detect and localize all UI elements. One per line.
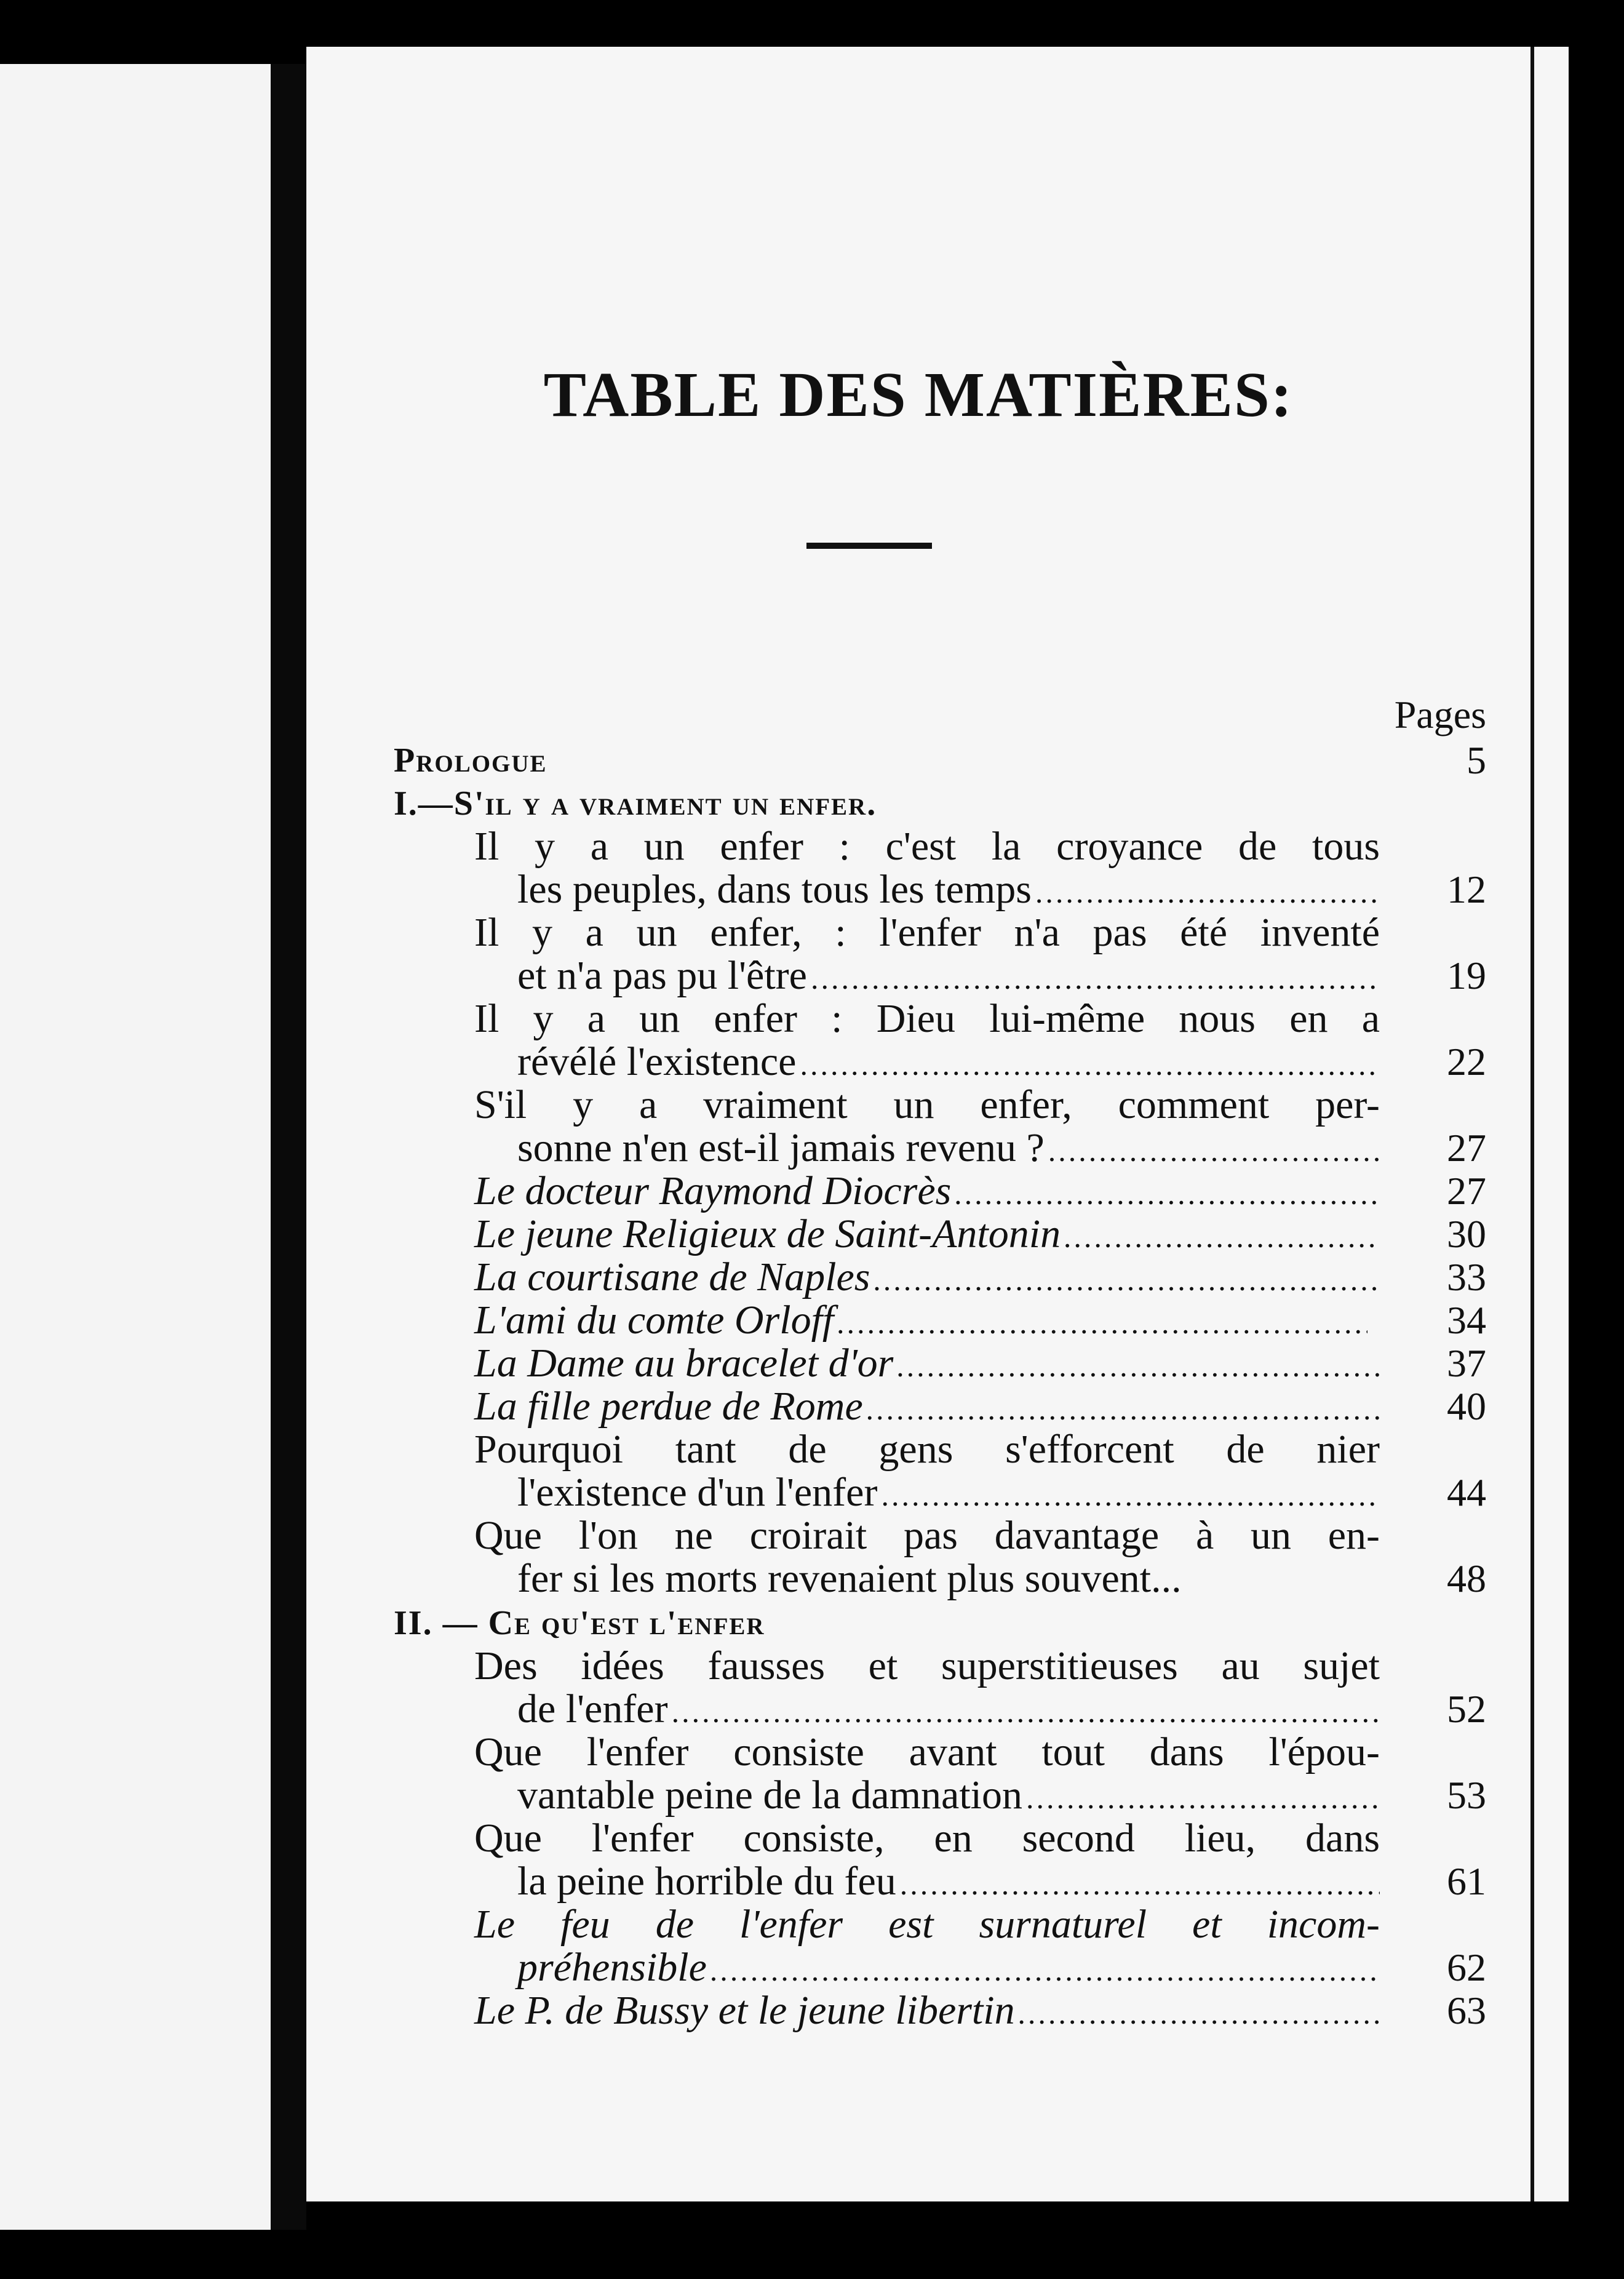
toc-page-number: 52 <box>1447 1687 1486 1731</box>
toc-entry <box>517 1946 1380 1992</box>
toc-entry-text: La courtisane de Naples <box>474 1255 870 1299</box>
toc-entry-text: Le jeune Religieux de Saint-Antonin <box>474 1211 1061 1256</box>
toc-page-number: 63 <box>1447 1989 1486 2032</box>
toc-entry-text: L'ami du comte Orloff <box>474 1298 834 1343</box>
toc-page-number: 22 <box>1447 1040 1486 1084</box>
toc-entry <box>517 868 1380 914</box>
toc-entry-text: préhensible <box>517 1945 707 1990</box>
leader-dots <box>1019 1991 1380 2035</box>
toc-line: Que l'on ne croirait pas davantage à un en- <box>474 1513 1380 1558</box>
toc-entry <box>517 1773 1380 1820</box>
toc-entry <box>474 1212 1380 1259</box>
toc-page-number: 48 <box>1447 1557 1486 1600</box>
toc-page-number: 27 <box>1447 1169 1486 1213</box>
leader-dots <box>881 1473 1380 1517</box>
prologue-page: 5 <box>1467 738 1486 782</box>
toc-page-number: 44 <box>1447 1471 1486 1514</box>
toc-page-number: 61 <box>1447 1859 1486 1903</box>
leader-dots <box>837 1301 1367 1345</box>
toc-page-number: 33 <box>1447 1255 1486 1299</box>
toc-entry <box>517 1687 1380 1734</box>
toc-entry-text: Le docteur Raymond Diocrès <box>474 1168 952 1213</box>
leader-dots <box>811 956 1380 1000</box>
toc-entry-text: vantable peine de la damnation <box>517 1773 1023 1818</box>
toc-entry-text: de l'enfer <box>517 1686 668 1731</box>
pages-column-label: Pages <box>1394 693 1486 736</box>
toc-line: Pourquoi tant de gens s'efforcent de nier <box>474 1427 1380 1472</box>
toc-page-number: 19 <box>1447 954 1486 997</box>
toc-line: Que l'enfer consiste, en second lieu, dans <box>474 1816 1380 1861</box>
leader-dots <box>955 1171 1380 1216</box>
toc-entry-text: et n'a pas pu l'être <box>517 953 807 998</box>
toc-line: Il y a un enfer : Dieu lui-même nous en a <box>474 996 1380 1041</box>
toc-entry <box>474 1298 1367 1345</box>
toc-entry <box>517 1859 1380 1906</box>
leader-dots <box>867 1387 1380 1431</box>
toc-entry-text: révélé l'existence <box>517 1039 797 1084</box>
toc-entry <box>474 1989 1380 2035</box>
toc-entry <box>517 1040 1380 1087</box>
toc-entry <box>474 1384 1380 1431</box>
toc-entry <box>474 1169 1380 1216</box>
leader-dots <box>897 1344 1380 1388</box>
leader-dots <box>1048 1128 1380 1173</box>
leader-dots <box>874 1258 1380 1302</box>
toc-line: Le feu de l'enfer est surnaturel et incom- <box>474 1902 1380 1947</box>
toc-line: Il y a un enfer : c'est la croyance de tous <box>474 824 1380 869</box>
toc-entry-text: La Dame au bracelet d'or <box>474 1341 894 1386</box>
toc-entry-text: la peine horrible du feu <box>517 1859 896 1904</box>
leader-dots <box>800 1042 1380 1087</box>
toc-line: Que l'enfer consiste avant tout dans l'épou- <box>474 1730 1380 1774</box>
leader-dots <box>1026 1776 1380 1820</box>
toc-page-number: 12 <box>1447 868 1486 911</box>
toc-line: S'il y a vraiment un enfer, comment per- <box>474 1082 1380 1127</box>
toc-page-number: 40 <box>1447 1384 1486 1428</box>
section-2-heading: II. — Ce qu'est l'enfer <box>394 1604 765 1642</box>
toc-page-number: 34 <box>1447 1298 1486 1342</box>
book-gutter <box>271 64 306 2230</box>
toc-page-number: 30 <box>1447 1212 1486 1256</box>
leader-dots <box>1035 870 1380 914</box>
toc-entry-text: l'existence d'un l'enfer <box>517 1470 878 1515</box>
toc-entry <box>517 1126 1380 1173</box>
page-edge-right <box>1530 47 1569 2201</box>
toc-entry-text: sonne n'en est-il jamais revenu ? <box>517 1125 1045 1170</box>
book-page <box>306 47 1530 2201</box>
toc-entry <box>474 1341 1380 1388</box>
toc-entry-text: les peuples, dans tous les temps <box>517 867 1032 912</box>
toc-entry <box>517 1471 1380 1517</box>
prologue-label: Prologue <box>394 741 547 780</box>
page-title: TABLE DES MATIÈRES: <box>543 359 1294 430</box>
toc-page-number: 62 <box>1447 1946 1486 1989</box>
toc-entry <box>474 1255 1380 1302</box>
leader-dots <box>672 1690 1380 1734</box>
toc-entry <box>517 954 1380 1000</box>
leader-dots <box>710 1948 1380 1992</box>
table-of-contents <box>306 47 1530 2201</box>
toc-entry-text: La fille perdue de Rome <box>474 1384 863 1429</box>
leader-dots <box>1064 1215 1380 1259</box>
toc-page-number: 27 <box>1447 1126 1486 1170</box>
toc-entry-prologue <box>394 738 1380 783</box>
section-1-heading: I.—S'il y a vraiment un enfer. <box>394 784 877 823</box>
toc-line: fer si les morts revenaient plus souvent... <box>517 1556 1182 1601</box>
toc-entry-text: Le P. de Bussy et le jeune libertin <box>474 1988 1015 2033</box>
toc-line: Des idées fausses et superstitieuses au sujet <box>474 1643 1380 1688</box>
facing-page-edge <box>0 64 271 2230</box>
toc-line: Il y a un enfer, : l'enfer n'a pas été inventé <box>474 910 1380 955</box>
leader-dots <box>900 1862 1380 1906</box>
toc-page-number: 37 <box>1447 1341 1486 1385</box>
toc-page-number: 53 <box>1447 1773 1486 1817</box>
